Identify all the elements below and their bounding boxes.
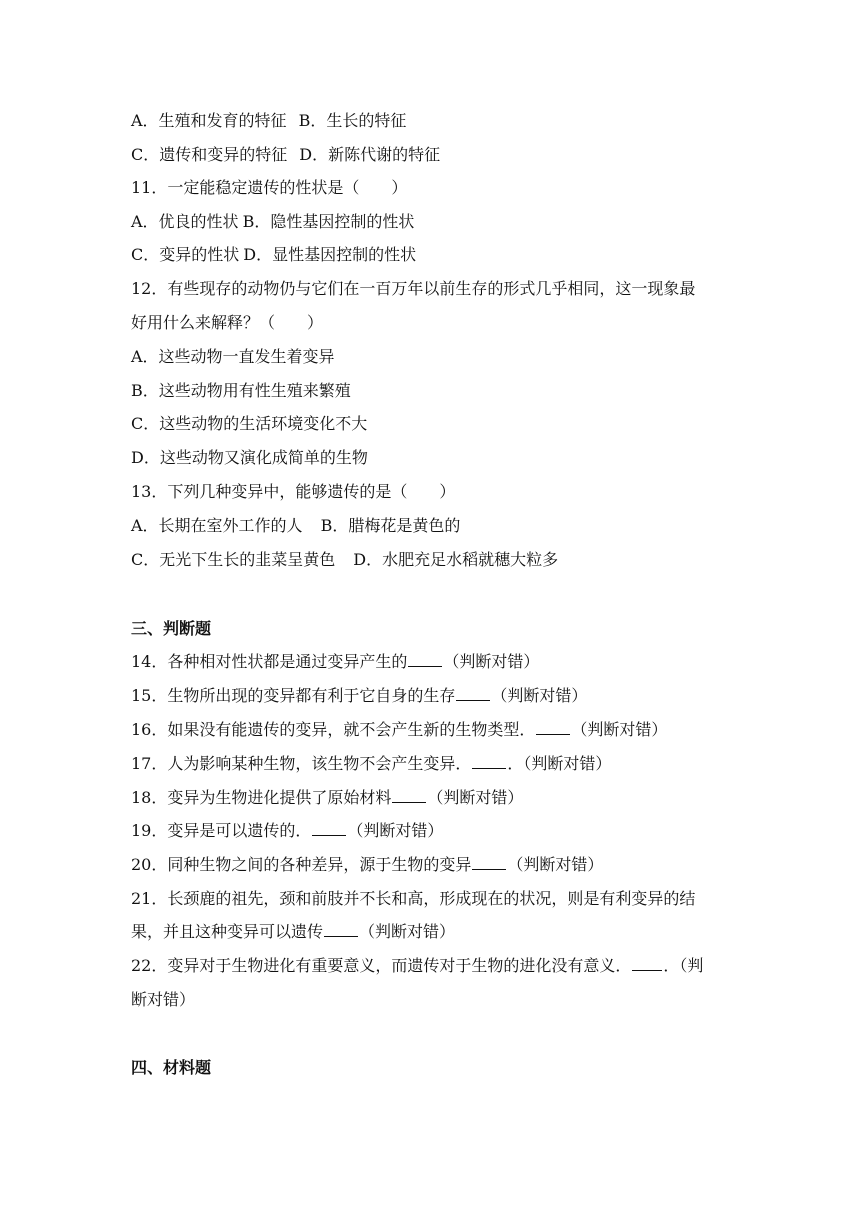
q11-options-ab xyxy=(131,211,734,233)
q13-options-ab xyxy=(131,515,734,537)
question-text: 20．同种生物之间的各种差异，源于生物的变异 xyxy=(131,855,472,874)
option-c: C．无光下生长的韭菜呈黄色 xyxy=(131,550,336,569)
question-suffix: （判断对错） xyxy=(507,855,604,874)
q22-line2: 断对错） xyxy=(131,990,196,1009)
option-a: A．优良的性状 xyxy=(131,212,239,231)
option-d: D．显性基因控制的性状 xyxy=(243,245,417,264)
question-text: 15．生物所出现的变异都有利于它自身的生存 xyxy=(131,686,456,705)
question-text: 17．人为影响某种生物，该生物不会产生变异． xyxy=(131,754,472,773)
q12-option-c: C．这些动物的生活环境变化不大 xyxy=(131,414,368,433)
answer-blank[interactable] xyxy=(472,753,506,769)
q12-option-b: B．这些动物用有性生殖来繁殖 xyxy=(131,381,351,400)
q11-options-cd xyxy=(131,244,734,266)
question-suffix: （判断对错） xyxy=(443,652,540,671)
q21-line1: 21．长颈鹿的祖先，颈和前肢并不长和高，形成现在的状况，则是有利变异的结 xyxy=(131,889,696,908)
question-text: 19．变异是可以遗传的． xyxy=(131,821,312,840)
option-c: C．变异的性状 xyxy=(131,245,240,264)
q10-options-cd xyxy=(131,144,734,166)
section-title-judge: 三、判断题 xyxy=(131,619,212,638)
option-a: A．生殖和发育的特征 xyxy=(131,111,287,130)
option-c: C．遗传和变异的特征 xyxy=(131,145,288,164)
option-d: D．水肥充足水稻就穗大粒多 xyxy=(353,550,559,569)
q13-options-cd xyxy=(131,549,734,571)
q13-stem: 13．下列几种变异中，能够遗传的是（ ） xyxy=(131,482,456,501)
q11-stem: 11．一定能稳定遗传的性状是（ ） xyxy=(131,178,408,197)
question-suffix: ．（判断对错） xyxy=(507,754,612,773)
question-text: 14．各种相对性状都是通过变异产生的 xyxy=(131,652,408,671)
question-text: 果，并且这种变异可以遗传 xyxy=(131,922,324,941)
q10-options-ab xyxy=(131,110,734,132)
answer-blank[interactable] xyxy=(456,685,490,701)
answer-blank[interactable] xyxy=(536,719,570,735)
option-a: A．长期在室外工作的人 xyxy=(131,516,303,535)
q20 xyxy=(131,854,734,876)
question-text: 18．变异为生物进化提供了原始材料 xyxy=(131,788,392,807)
q12-option-d: D．这些动物又演化成简单的生物 xyxy=(131,448,368,467)
option-b: B．腊梅花是黄色的 xyxy=(320,516,461,535)
question-text: 16．如果没有能遗传的变异，就不会产生新的生物类型． xyxy=(131,720,536,739)
answer-blank[interactable] xyxy=(408,651,442,667)
answer-blank[interactable] xyxy=(324,921,358,937)
question-suffix: （判断对错） xyxy=(571,720,668,739)
q12-stem-line1: 12．有些现存的动物仍与它们在一百万年以前生存的形式几乎相同，这一现象最 xyxy=(131,279,696,298)
answer-blank[interactable] xyxy=(392,787,426,803)
answer-blank[interactable] xyxy=(472,854,506,870)
question-suffix: （判断对错） xyxy=(359,922,456,941)
q12-stem-line2: 好用什么来解释？（ ） xyxy=(131,313,324,332)
question-suffix: ．（判 xyxy=(663,956,704,975)
question-suffix: （判断对错） xyxy=(427,788,524,807)
answer-blank[interactable] xyxy=(312,820,346,836)
option-b: B．生长的特征 xyxy=(298,111,407,130)
q12-option-a: A．这些动物一直发生着变异 xyxy=(131,347,335,366)
q21-line2 xyxy=(131,921,734,943)
answer-blank[interactable] xyxy=(632,955,662,971)
option-b: B．隐性基因控制的性状 xyxy=(242,212,415,231)
q14 xyxy=(131,651,734,673)
section-title-material: 四、材料题 xyxy=(131,1058,212,1077)
q22-line1 xyxy=(131,955,734,977)
option-d: D．新陈代谢的特征 xyxy=(299,145,441,164)
q17 xyxy=(131,753,734,775)
q16 xyxy=(131,719,734,741)
q19 xyxy=(131,820,734,842)
q15 xyxy=(131,685,734,707)
question-text: 22．变异对于生物进化有重要意义，而遗传对于生物的进化没有意义． xyxy=(131,956,632,975)
question-suffix: （判断对错） xyxy=(347,821,444,840)
question-suffix: （判断对错） xyxy=(491,686,588,705)
q18 xyxy=(131,787,734,809)
